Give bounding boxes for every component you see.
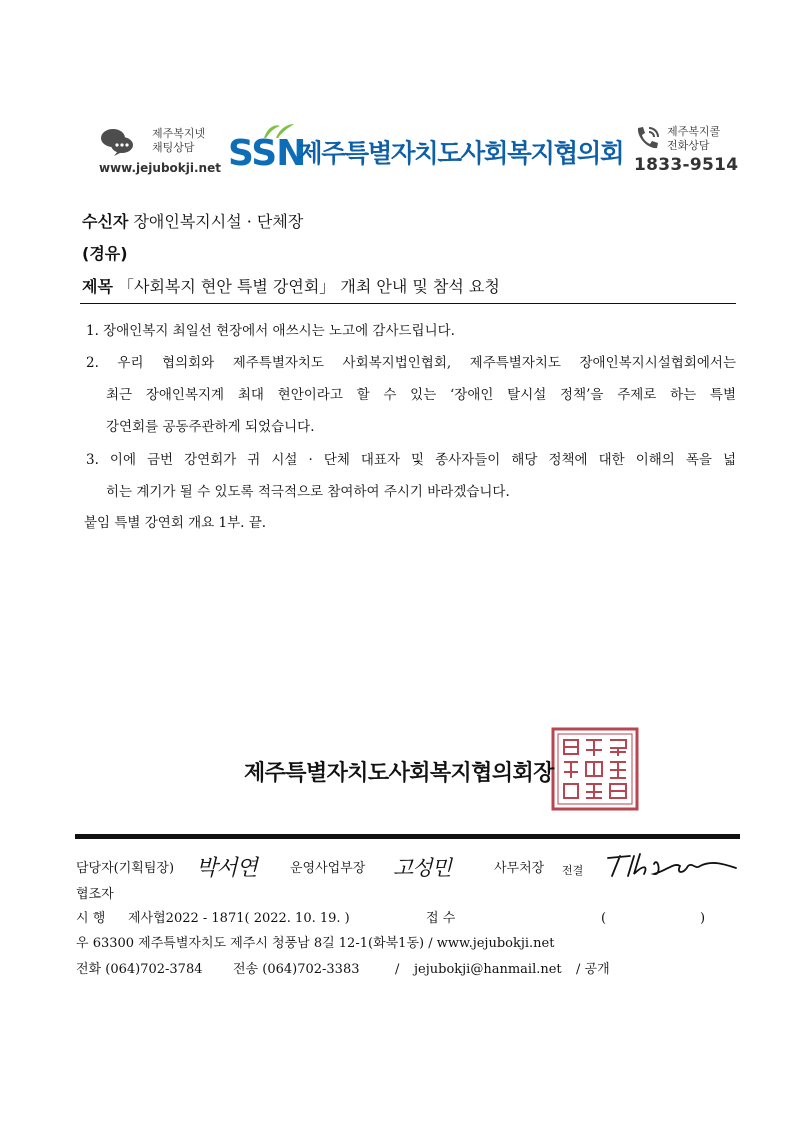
recipient-label: 수신자 <box>82 212 129 231</box>
chat-label-line1: 제주복지넷 <box>152 127 206 140</box>
via-label: (경유) <box>82 244 128 263</box>
phone-number: 1833-9514 <box>634 155 739 175</box>
chat-label-line2: 채팅상담 <box>152 141 195 154</box>
exec-value: 제사협2022 - 1871( 2022. 10. 19. ) <box>128 911 350 926</box>
disclosure-status: / 공개 <box>576 962 610 977</box>
footer-divider <box>75 834 740 839</box>
ssn-logo: SSN <box>228 133 306 174</box>
paragraph-2-line2: 최근 장애인복지계 최대 현안이라고 할 수 있는 ‘장애인 탈시설 정책’을 주제로 하는 특별 <box>106 387 736 403</box>
subject-value: 「사회복지 현안 특별 강연회」 개최 안내 및 참석 요청 <box>118 277 500 296</box>
recv-label: 접 수 <box>426 911 456 926</box>
paragraph-3-line1: 3. 이에 금번 강연회가 귀 시설 · 단체 대표자 및 종사자들이 해당 정책에 대한 이해의 폭을 넓 <box>86 452 736 468</box>
manager-signature: 박서연 <box>196 856 257 881</box>
phone-service-label <box>667 125 720 153</box>
official-seal-icon <box>550 726 640 812</box>
secgen-signature-icon <box>604 850 739 880</box>
postal-address: 우 63300 제주특별자치도 제주시 청풍남 8길 12-1(화북1동) / www.jejubokji.net <box>76 936 555 951</box>
organization-name: 제주특별자치도사회복지협의회 <box>298 139 624 169</box>
phone-icon <box>632 124 662 154</box>
paragraph-3-line2: 히는 계기가 될 수 있도록 적극적으로 참여하여 주시기 바라겠습니다. <box>106 484 510 500</box>
subject-divider <box>80 303 736 304</box>
via-line <box>82 244 128 264</box>
email-address[interactable]: jejubokji@hanmail.net <box>414 962 562 977</box>
exec-label: 시 행 <box>76 911 106 926</box>
manager-label: 담당자(기획팀장) <box>76 861 175 876</box>
recipient-line <box>82 212 303 232</box>
coop-label: 협조자 <box>76 887 114 902</box>
recipient-value: 장애인복지시설 · 단체장 <box>133 212 304 231</box>
fax-line: 전송 (064)702-3383 <box>233 962 360 977</box>
secgen-label: 사무처장 <box>494 861 545 876</box>
phone-label-line1: 제주복지콜 <box>667 125 721 138</box>
phone-line: 전화 (064)702-3784 <box>76 962 203 977</box>
paragraph-1: 1. 장애인복지 최일선 현장에서 애쓰시는 노고에 감사드립니다. <box>86 323 455 339</box>
recv-paren-close: ) <box>700 911 706 926</box>
phone-label-line2: 전화상담 <box>667 139 710 152</box>
subject-label: 제목 <box>82 277 113 296</box>
website-url[interactable]: www.jejubokji.net <box>99 161 221 175</box>
ops-signature: 고성민 <box>393 856 451 880</box>
separator-slash: / <box>395 962 400 977</box>
chat-service-label <box>152 127 205 155</box>
ops-label: 운영사업부장 <box>290 861 366 876</box>
paragraph-2-line1: 2. 우리 협의회와 제주특별자치도 사회복지법인협회, 제주특별자치도 장애인복지시설협회에서는 <box>86 355 736 371</box>
attachment-note: 붙임 특별 강연회 개요 1부. 끝. <box>84 515 267 531</box>
secgen-note: 전결 <box>562 864 584 877</box>
paragraph-2-line3: 강연회를 공동주관하게 되었습니다. <box>106 419 315 435</box>
sender-name: 제주특별자치도사회복지협의회장 <box>244 761 554 786</box>
chat-bubble-icon <box>100 127 134 157</box>
subject-line <box>82 277 500 297</box>
recv-paren-open: ( <box>601 911 607 926</box>
